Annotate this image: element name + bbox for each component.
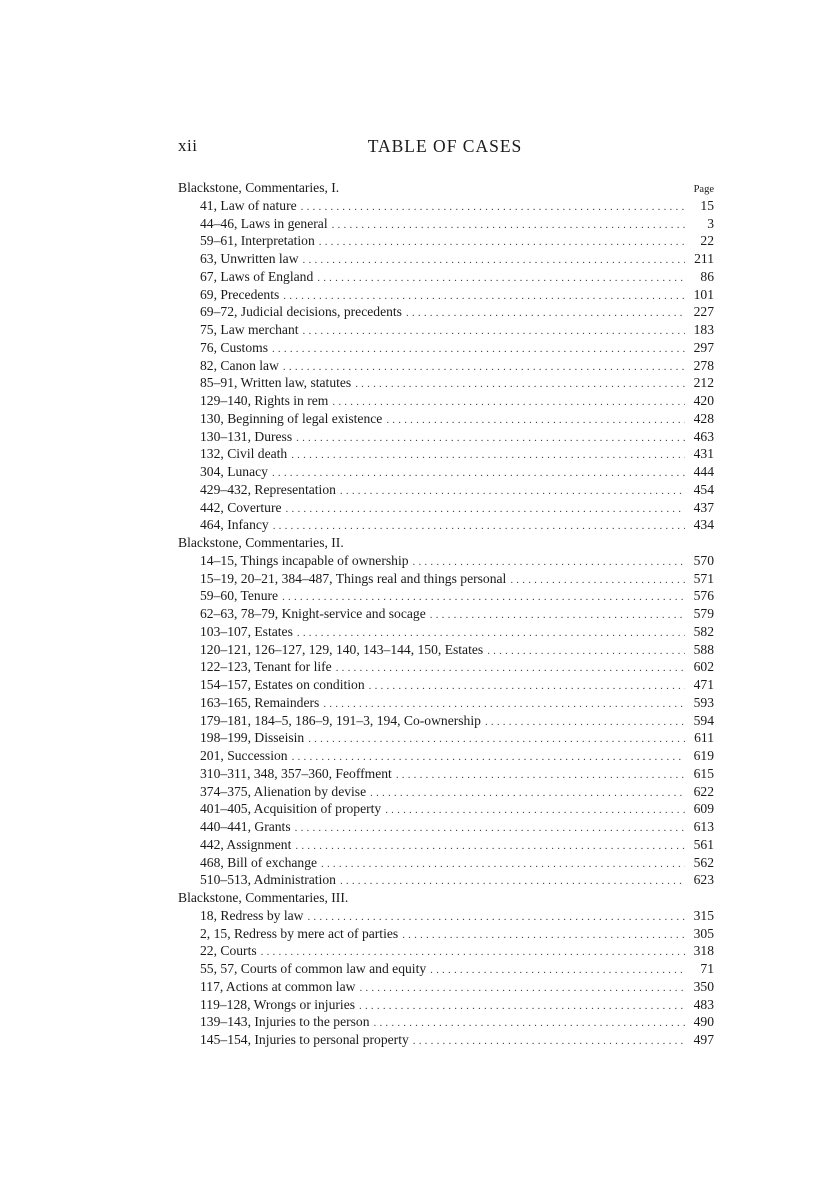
entry-page-number: 576 — [693, 588, 714, 604]
toc-entry — [178, 676, 714, 694]
entry-reference: 440–441, Grants — [200, 819, 291, 834]
entry-reference: 62–63, 78–79, Knight-service and socage — [200, 606, 426, 621]
toc-entry — [178, 623, 714, 641]
dot-leader — [301, 199, 685, 217]
toc-entry — [178, 641, 714, 659]
dot-leader — [332, 217, 685, 235]
entry-reference: 130, Beginning of legal existence — [200, 410, 383, 426]
toc-entry — [178, 658, 714, 676]
entry-page-number: 594 — [693, 712, 714, 728]
dot-leader — [487, 643, 685, 661]
entry-reference: 117, Actions at common law — [200, 978, 356, 994]
dot-leader — [386, 412, 685, 430]
entry-page-number: 588 — [693, 641, 714, 657]
toc-entry — [178, 978, 714, 996]
toc-entry — [178, 463, 714, 481]
dot-leader — [510, 572, 685, 590]
toc-entry — [178, 570, 714, 588]
entry-page-number: 305 — [693, 925, 714, 941]
toc-entry — [178, 321, 714, 339]
entry-page-number: 428 — [693, 410, 714, 426]
dot-leader — [413, 1033, 685, 1051]
toc-entry — [178, 712, 714, 730]
page-title: TABLE OF CASES — [367, 136, 523, 156]
dot-leader — [430, 607, 685, 625]
entry-page-number: 212 — [693, 375, 714, 391]
toc-entry — [178, 942, 714, 960]
toc-entry — [178, 1031, 714, 1049]
toc-entry — [178, 357, 714, 375]
entry-page-number: 463 — [693, 428, 714, 444]
toc-entry — [178, 303, 714, 321]
dot-leader — [317, 270, 685, 288]
toc-entry — [178, 516, 714, 534]
section-title: Blackstone, Commentaries, III. — [178, 890, 349, 905]
dot-leader — [296, 430, 685, 448]
entry-reference: 464, Infancy — [200, 517, 269, 533]
dot-leader — [485, 714, 685, 732]
entry-page-number: 613 — [693, 819, 714, 834]
entry-page-number: 431 — [693, 446, 714, 462]
toc-entry — [178, 729, 714, 747]
dot-leader — [295, 838, 685, 856]
entry-reference: 310–311, 348, 357–360, Feoffment — [200, 765, 392, 781]
entry-page-number: 602 — [693, 659, 714, 675]
toc-entry — [178, 1013, 714, 1031]
entry-page-number: 454 — [693, 481, 714, 497]
entry-reference: 63, Unwritten law — [200, 251, 299, 266]
entry-reference: 468, Bill of exchange — [200, 854, 318, 870]
entry-reference: 145–154, Injuries to personal property — [200, 1032, 409, 1047]
toc-entry — [178, 854, 714, 872]
entry-reference: 401–405, Acquisition of property — [200, 801, 382, 817]
dot-leader — [369, 678, 685, 696]
dot-leader — [370, 785, 685, 803]
section-heading — [178, 179, 714, 197]
entry-reference: 120–121, 126–127, 129, 140, 143–144, 150, Estates — [200, 641, 484, 657]
entry-reference: 179–181, 184–5, 186–9, 191–3, 194, Co-ownership — [200, 712, 481, 728]
toc-entry — [178, 374, 714, 392]
dot-leader — [430, 962, 685, 980]
entry-reference: 82, Canon law — [200, 357, 279, 373]
entry-page-number: 570 — [693, 552, 714, 568]
toc-entry — [178, 605, 714, 623]
toc-entry — [178, 286, 714, 304]
entry-reference: 154–157, Estates on condition — [200, 677, 365, 692]
entry-reference: 75, Law merchant — [200, 322, 299, 337]
toc-entry — [178, 268, 714, 286]
page-folio: xii — [178, 136, 198, 155]
section-heading — [178, 889, 714, 907]
toc-entry — [178, 445, 714, 463]
dot-leader — [359, 998, 685, 1016]
section-heading — [178, 534, 714, 552]
entry-page-number: 497 — [693, 1032, 714, 1047]
entry-page-number: 278 — [693, 357, 714, 373]
entry-page-number: 211 — [694, 251, 714, 266]
dot-leader — [272, 341, 685, 359]
entry-page-number: 615 — [693, 765, 714, 781]
entry-page-number: 561 — [693, 836, 714, 852]
entry-page-number: 101 — [693, 286, 714, 302]
toc-entry — [178, 215, 714, 233]
dot-leader — [374, 1015, 685, 1033]
toc-entry — [178, 428, 714, 446]
toc-entry — [178, 499, 714, 517]
entry-reference: 429–432, Representation — [200, 481, 336, 497]
table-of-cases — [178, 179, 714, 1049]
toc-entry — [178, 410, 714, 428]
entry-reference: 2, 15, Redress by mere act of parties — [200, 925, 399, 941]
toc-entry — [178, 587, 714, 605]
entry-reference: 129–140, Rights in rem — [200, 393, 329, 408]
entry-reference: 69, Precedents — [200, 286, 280, 302]
entry-page-number: 571 — [693, 570, 714, 586]
dot-leader — [355, 376, 685, 394]
dot-leader — [321, 856, 685, 874]
entry-page-number: 22 — [700, 233, 714, 249]
toc-entry — [178, 250, 714, 268]
toc-entry — [178, 232, 714, 250]
entry-reference: 15–19, 20–21, 384–487, Things real and things personal — [200, 570, 507, 586]
toc-entry — [178, 339, 714, 357]
toc-entry — [178, 996, 714, 1014]
entry-page-number: 315 — [693, 907, 714, 923]
entry-reference: 510–513, Administration — [200, 872, 336, 888]
toc-entry — [178, 871, 714, 889]
toc-entry — [178, 481, 714, 499]
toc-entry — [178, 783, 714, 801]
entry-page-number: 623 — [693, 872, 714, 888]
entry-reference: 201, Succession — [200, 748, 288, 763]
entry-reference: 55, 57, Courts of common law and equity — [200, 961, 427, 976]
dot-leader — [291, 447, 685, 465]
toc-entry — [178, 392, 714, 410]
dot-leader — [303, 252, 685, 270]
entry-page-number: 15 — [700, 197, 714, 213]
entry-reference: 132, Civil death — [200, 446, 288, 462]
entry-page-number: 3 — [707, 215, 714, 231]
toc-entry — [178, 197, 714, 215]
entry-reference: 59–61, Interpretation — [200, 233, 315, 249]
section-title: Blackstone, Commentaries, I. — [178, 180, 340, 195]
dot-leader — [303, 323, 685, 341]
toc-entry — [178, 960, 714, 978]
entry-page-number: 86 — [700, 268, 714, 284]
dot-leader — [402, 927, 685, 945]
entry-reference: 44–46, Laws in general — [200, 215, 328, 231]
entry-page-number: 318 — [693, 943, 714, 959]
entry-page-number: 611 — [694, 730, 714, 746]
toc-entry — [178, 765, 714, 783]
toc-entry — [178, 836, 714, 854]
dot-leader — [385, 802, 685, 820]
entry-page-number: 609 — [693, 801, 714, 817]
dot-leader — [295, 820, 685, 838]
toc-entry — [178, 800, 714, 818]
entry-page-number: 71 — [700, 961, 714, 976]
dot-leader — [340, 483, 685, 501]
entry-page-number: 420 — [693, 393, 714, 408]
entry-reference: 59–60, Tenure — [200, 588, 279, 604]
entry-page-number: 437 — [693, 499, 714, 515]
toc-entry — [178, 925, 714, 943]
entry-reference: 442, Assignment — [200, 836, 292, 852]
entry-reference: 103–107, Estates — [200, 623, 293, 639]
entry-reference: 69–72, Judicial decisions, precedents — [200, 304, 402, 320]
dot-leader — [406, 305, 685, 323]
dot-leader — [286, 501, 685, 519]
section-title: Blackstone, Commentaries, II. — [178, 535, 344, 550]
entry-page-number: 490 — [693, 1014, 714, 1030]
entry-page-number: 593 — [693, 694, 714, 710]
dot-leader — [396, 767, 685, 785]
toc-entry — [178, 552, 714, 570]
dot-leader — [308, 731, 685, 749]
toc-entry — [178, 747, 714, 765]
entry-reference: 67, Laws of England — [200, 268, 314, 284]
entry-reference: 85–91, Written law, statutes — [200, 375, 352, 391]
entry-reference: 122–123, Tenant for life — [200, 659, 332, 675]
entry-page-number: 350 — [693, 978, 714, 994]
entry-page-number: 471 — [693, 677, 714, 692]
entry-page-number: 579 — [693, 606, 714, 621]
entry-reference: 139–143, Injuries to the person — [200, 1014, 370, 1030]
entry-page-number: 483 — [693, 996, 714, 1012]
toc-entry — [178, 818, 714, 836]
toc-entry — [178, 907, 714, 925]
entry-page-number: 183 — [693, 322, 714, 337]
entry-page-number: 227 — [693, 304, 714, 320]
entry-page-number: 297 — [693, 339, 714, 355]
dot-leader — [359, 980, 685, 998]
entry-reference: 14–15, Things incapable of ownership — [200, 552, 409, 568]
entry-page-number: 622 — [693, 783, 714, 799]
entry-page-number: 619 — [693, 748, 714, 763]
entry-reference: 442, Coverture — [200, 499, 282, 515]
dot-leader — [319, 234, 685, 252]
entry-reference: 119–128, Wrongs or injuries — [200, 996, 356, 1012]
entry-page-number: 444 — [693, 464, 714, 479]
entry-page-number: 562 — [693, 854, 714, 870]
entry-reference: 130–131, Duress — [200, 428, 293, 444]
entry-reference: 304, Lunacy — [200, 464, 268, 479]
toc-entry — [178, 694, 714, 712]
entry-reference: 374–375, Alienation by devise — [200, 783, 367, 799]
entry-reference: 198–199, Disseisin — [200, 730, 305, 746]
entry-page-number: 434 — [693, 517, 714, 533]
entry-reference: 76, Customs — [200, 339, 268, 355]
entry-page-number: 582 — [693, 623, 714, 639]
entry-reference: 22, Courts — [200, 943, 257, 959]
page-column-label: Page — [693, 184, 714, 195]
dot-leader — [336, 660, 685, 678]
entry-reference: 41, Law of nature — [200, 197, 297, 213]
entry-reference: 163–165, Remainders — [200, 694, 320, 710]
entry-reference: 18, Redress by law — [200, 907, 304, 923]
